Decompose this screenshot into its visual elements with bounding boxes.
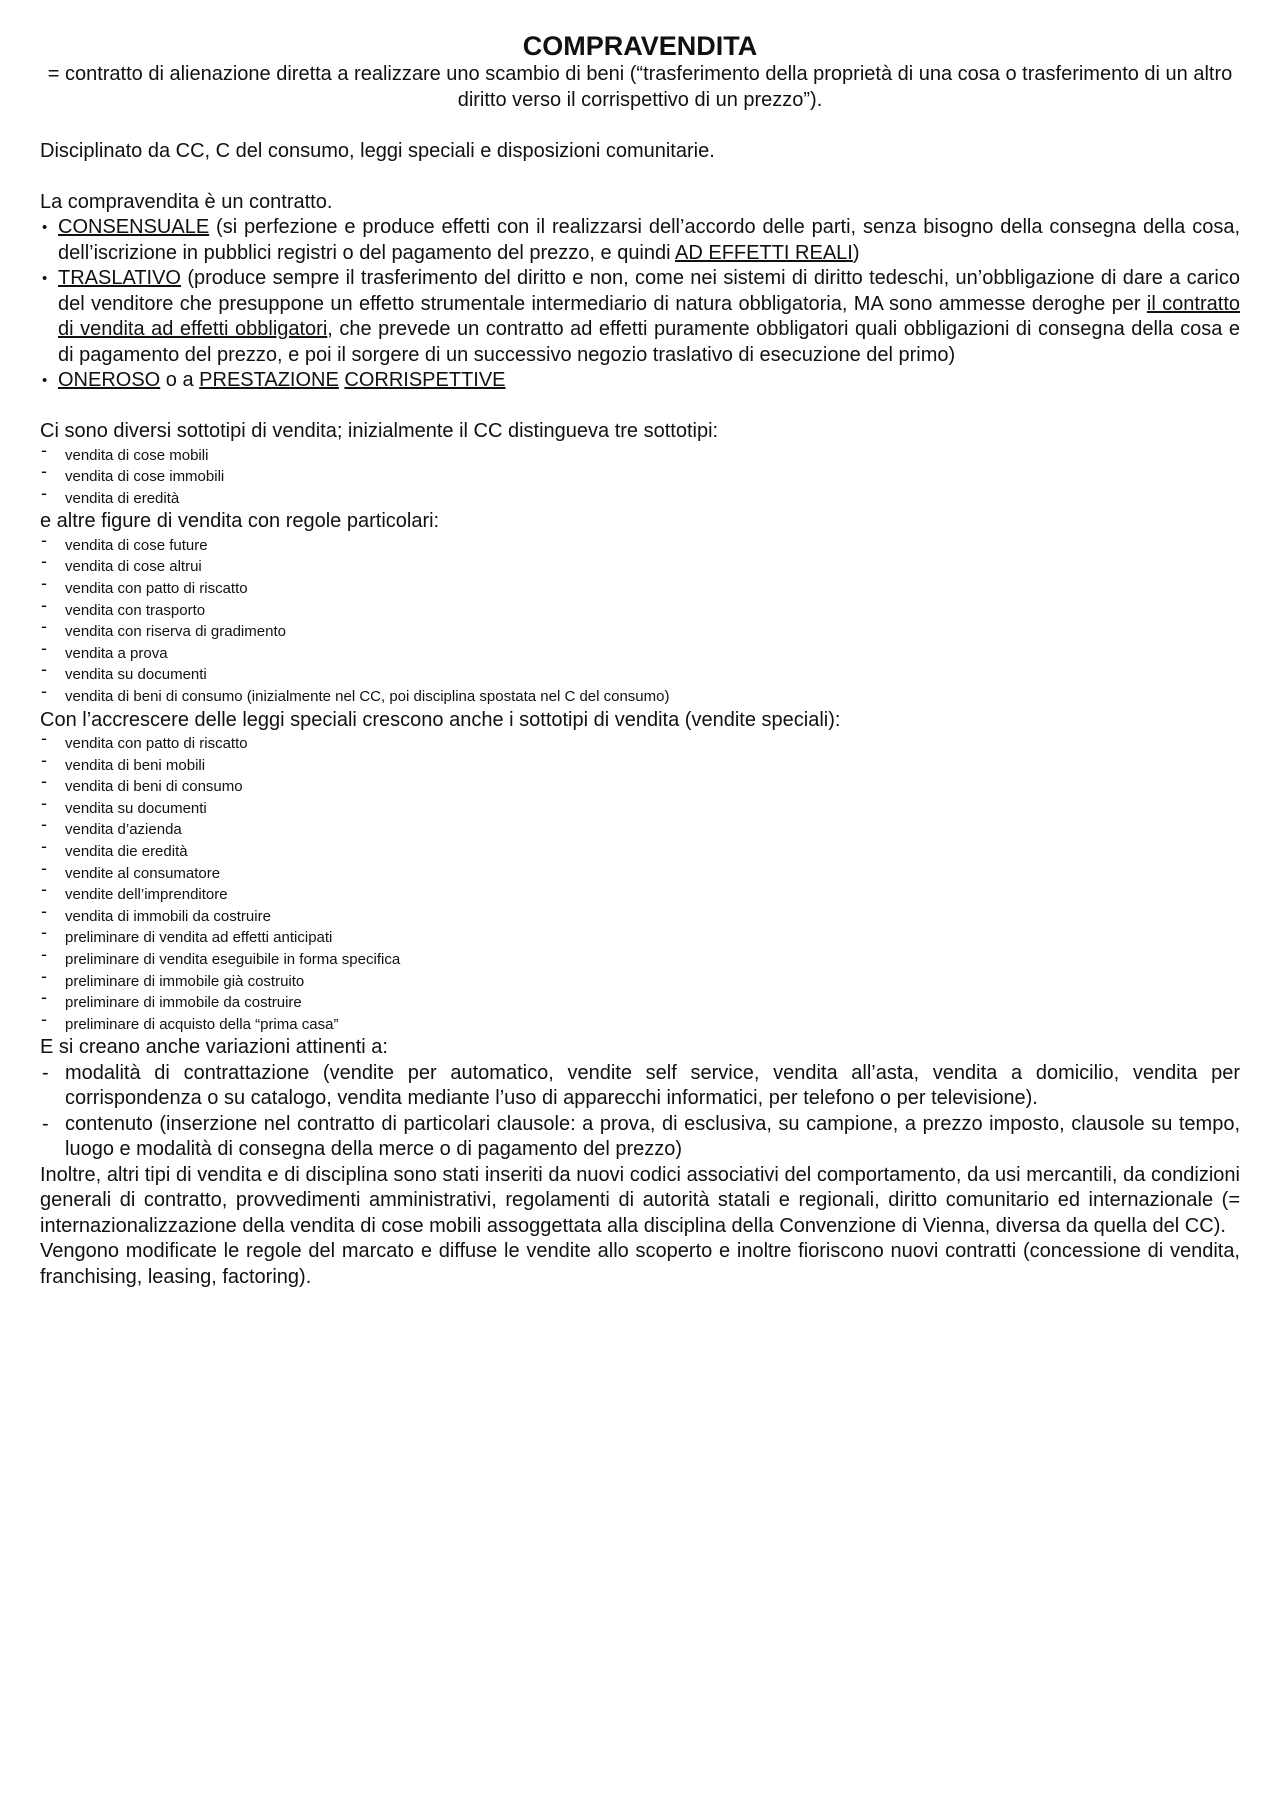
subtypes-intro: Ci sono diversi sottotipi di vendita; inizialmente il CC distingueva tre sottotipi: [40,420,719,442]
contract-features-list [40,215,1240,394]
variations-list [40,1061,1240,1163]
inoltre-paragraph: Inoltre, altri tipi di vendita e di disciplina sono stati inseriti da nuovi codici associativi del comportamento, da usi mercantili, da condizioni generali di contratto, provvedimenti amministrativi, regolamenti di autorità statali e regionali, diritto comunitario ed internazionale (= internazionalizzazione della vendita di cose mobili assoggettata alla disciplina della Convenzione di Vienna, diversa da quella del CC). [40,1163,1240,1237]
subtypes-list [40,445,1240,510]
oneroso-mid: o a [160,369,200,391]
vengono-paragraph: Vengono modificate le regole del marcato e diffuse le vendite allo scoperto e inoltre fioriscono nuovi contratti (concessione di vendita, franchising, leasing, factoring). [40,1240,1240,1288]
term-prestazione: PRESTAZIONE [199,369,339,391]
feature-oneroso [40,368,1240,394]
spacer [40,164,1240,190]
list-item: - preliminare di immobile da costruire [40,992,1240,1014]
list-item: - vendita con riserva di gradimento [40,621,1240,643]
list-item: - vendita di beni mobili [40,755,1240,777]
term-consensuale: CONSENSUALE [58,216,210,238]
other-figures-list [40,535,1240,708]
traslativo-text: (produce sempre il trasferimento del diritto e non, come nei sistemi di diritto tedeschi, un’obbligazione di dare a carico del venditore che presuppone un effetto strumentale intermediario di natura obbligatoria, MA sono ammesse deroghe per [58,267,1240,315]
other-figures-intro: e altre figure di vendita con regole particolari: [40,510,440,533]
list-item: - vendita di immobili da costruire [40,906,1240,928]
list-item: - vendita su documenti [40,798,1240,820]
consensuale-end: ) [852,241,860,264]
list-item: - vendita di cose mobili [40,445,1240,467]
list-item: - contenuto (inserzione nel contratto di particolari clausole: a prova, di esclusiva, su campione, a prezzo imposto, clausole su tempo, luogo e modalità di consegna della merce o di pagamento del prezzo) [40,1112,1240,1163]
traslativo-rest: , che prevede un contratto ad effetti puramente obbligatori quali obbligazioni di consegna della cosa e di pagamento del prezzo, e poi il sorgere di un successivo negozio traslativo di esecuzione del primo) [58,318,1240,366]
list-item: - vendite dell’imprenditore [40,884,1240,906]
list-item: - vendita die eredità [40,841,1240,863]
list-item: - preliminare di vendita ad effetti anticipati [40,927,1240,949]
list-item: - vendita a prova [40,643,1240,665]
list-item: - modalità di contrattazione (vendite per automatico, vendite self service, vendita all’asta, vendita a domicilio, vendita per corrispondenza o su catalogo, vendita mediante l’uso di apparecchi informatici, per telefono o per televisione). [40,1061,1240,1112]
consensuale-text: (si perfezione e produce effetti con il realizzarsi dell’accordo delle parti, senza bisogno della consegna della cosa, dell’iscrizione in pubblici registri o del pagamento del prezzo, e quindi [58,216,1240,264]
variations-intro: E si creano anche variazioni attinenti a: [40,1036,388,1059]
list-item: - vendita di cose immobili [40,466,1240,488]
feature-traslativo [40,266,1240,368]
list-item: - preliminare di acquisto della “prima casa” [40,1014,1240,1036]
term-oneroso: ONEROSO [58,369,161,391]
list-item: - vendita di cose future [40,535,1240,557]
list-item: - vendita con trasporto [40,600,1240,622]
list-item: - vendita di eredità [40,488,1240,510]
list-item: - preliminare di vendita eseguibile in forma specifica [40,949,1240,971]
list-item: - vendite al consumatore [40,863,1240,885]
special-sales-list [40,733,1240,1035]
page-title: COMPRAVENDITA [522,31,758,61]
term-effetti-reali: AD EFFETTI REALI [675,241,853,264]
contract-intro: La compravendita è un contratto. [40,190,333,213]
disciplinato-paragraph: Disciplinato da CC, C del consumo, leggi speciali e disposizioni comunitarie. [40,139,715,162]
list-item: - vendita con patto di riscatto [40,578,1240,600]
list-item: - preliminare di immobile già costruito [40,971,1240,993]
list-item: - vendita d’azienda [40,819,1240,841]
definition: = contratto di alienazione diretta a realizzare uno scambio di beni (“trasferimento della proprietà di una cosa o trasferimento di un altro diritto verso il corrispettivo di un prezzo”). [47,63,1233,111]
list-item: - vendita su documenti [40,664,1240,686]
term-corrispettive: CORRISPETTIVE [344,369,506,391]
term-vendita-obbligatori: il contratto di vendita ad effetti obbligatori [58,292,1241,340]
feature-consensuale [40,215,1240,266]
spacer [40,113,1240,139]
special-sales-intro: Con l’accrescere delle leggi speciali crescono anche i sottotipi di vendita (vendite speciali): [40,708,841,731]
list-item: - vendita con patto di riscatto [40,733,1240,755]
term-traslativo: TRASLATIVO [58,267,181,289]
spacer [40,394,1240,420]
list-item: - vendita di beni di consumo [40,776,1240,798]
list-item: - vendita di cose altrui [40,556,1240,578]
list-item: - vendita di beni di consumo (inizialmente nel CC, poi disciplina spostata nel C del consumo) [40,686,1240,708]
